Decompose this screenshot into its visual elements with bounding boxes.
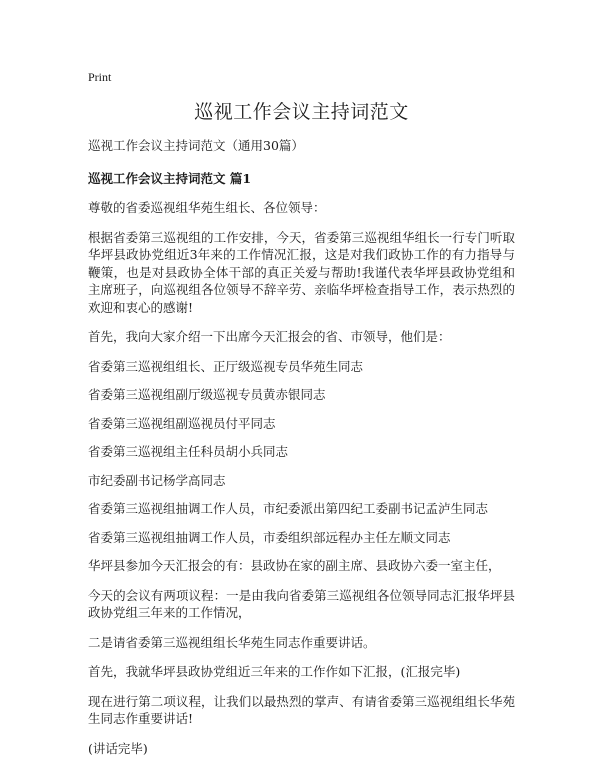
paragraph-speech-end: (讲话完毕) xyxy=(88,740,148,756)
paragraph-attendee: 市纪委副书记杨学高同志 xyxy=(88,472,226,488)
paragraph-local-attendees: 华坪县参加今天汇报会的有：县政协在家的副主席、县政协六委一室主任， xyxy=(88,558,501,573)
paragraph-introduction: 首先，我向大家介绍一下出席今天汇报会的省、市领导，他们是： xyxy=(88,329,451,344)
paragraph-attendee: 省委第三巡视组抽调工作人员，市纪委派出第四纪工委副书记孟泸生同志 xyxy=(88,501,489,516)
document-subtitle: 巡视工作会议主持词范文（通用30篇） xyxy=(88,138,304,153)
print-label[interactable]: Print xyxy=(88,70,112,84)
paragraph-salutation: 尊敬的省委巡视组华苑生组长、各位领导： xyxy=(88,200,326,215)
paragraph-opening: 根据省委第三巡视组的工作安排，今天，省委第三巡视组华组长一行专门听取华坪县政协党组近3年来的工作情况汇报，这是对我们政协工作的有力指导与鞭策，也是对县政协全体干部的真正关爱与帮助!我谨代表华坪县政协党组和主席班子，向巡视组各位领导不辞辛劳、亲临华坪检查指导工作，表示热烈的欢迎和衷心的感谢! xyxy=(88,229,515,315)
paragraph-agenda-item-two: 二是请省委第三巡视组组长华苑生同志作重要讲话。 xyxy=(88,634,376,650)
paragraph-attendee: 省委第三巡视组主任科员胡小兵同志 xyxy=(88,444,289,459)
paragraph-attendee: 省委第三巡视组副巡视员付平同志 xyxy=(88,415,276,431)
paragraph-report: 首先，我就华坪县政协党组近三年来的工作作如下汇报，(汇报完毕) xyxy=(88,664,461,679)
document-title: 巡视工作会议主持词范文 xyxy=(194,101,409,123)
section-heading: 巡视工作会议主持词范文 篇1 xyxy=(88,171,252,186)
paragraph-second-agenda: 现在进行第二项议程，让我们以最热烈的掌声、有请省委第三巡视组组长华苑生同志作重要讲话! xyxy=(88,693,515,726)
paragraph-agenda: 今天的会议有两项议程：一是由我向省委第三巡视组各位领导同志汇报华坪县政协党组三年来的工作情况， xyxy=(88,587,515,620)
paragraph-attendee: 省委第三巡视组副厅级巡视专员黄赤银同志 xyxy=(88,387,326,402)
paragraph-attendee: 省委第三巡视组组长、正厅级巡视专员华苑生同志 xyxy=(88,358,364,374)
paragraph-attendee: 省委第三巡视组抽调工作人员，市委组织部远程办主任左顺文同志 xyxy=(88,529,451,545)
